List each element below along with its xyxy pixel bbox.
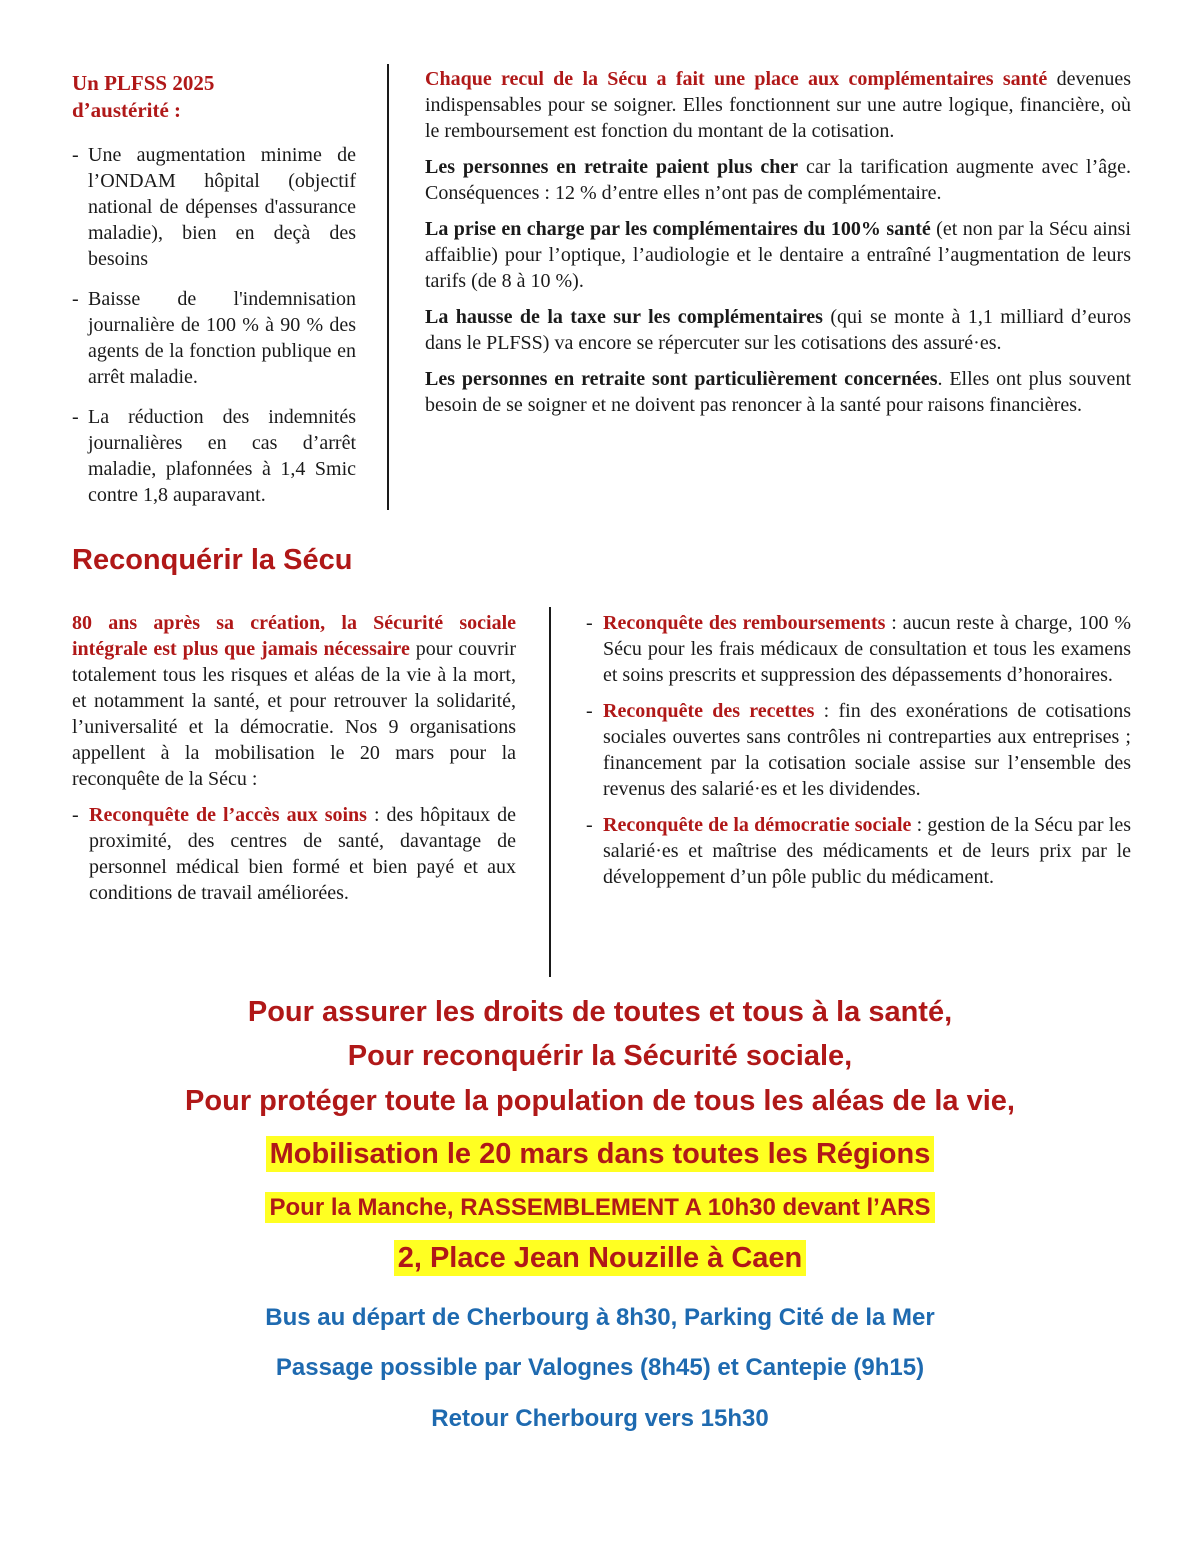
austerity-heading: Un PLFSS 2025 d’austérité : [72,71,215,122]
paragraph: Les personnes en retraite paient plus cher car la tarification augmente avec l’âge. Conséquences : 12 % d’entre elles n’ont pas de complémentaire. [425,156,1131,204]
cta-line-secu: Pour reconquérir la Sécurité sociale, [347,1040,853,1072]
retour-info: Retour Cherbourg vers 15h30 [431,1405,769,1432]
austerity-item: - Une augmentation minime de l’ONDAM hôpital (objectif national de dépenses d'assurance maladie), bien en deçà des besoins [72,144,356,270]
dash-bullet: - [72,144,79,166]
paragraph: Les personnes en retraite sont particulièrement concernées. Elles ont plus souvent besoin de se soigner et ne doivent pas renoncer à la santé pour raisons financières. [425,368,1131,416]
reconquest-intro-column [72,610,516,916]
reconquest-item: - Reconquête des remboursements : aucun reste à charge, 100 % Sécu pour les frais médicaux de consultation et tous les examens et soins prescrits et suppression des dépassements d’honoraires. [586,612,1132,686]
paragraph: La prise en charge par les complémentaires du 100% santé (et non par la Sécu ainsi affaiblie) pour l’optique, l’audiologie et le dentaire a entraîné l’augmentation de leurs tarifs (de 8 à 10 %). [425,218,1131,292]
column-divider [549,607,551,977]
reconquest-item: - Reconquête de l’accès aux soins : des hôpitaux de proximité, des centres de santé, davantage de personnel médical bien formé et bien payé et aux conditions de travail améliorées. [72,804,516,904]
austerity-item: - Baisse de l'indemnisation journalière de 100 % à 90 % des agents de la fonction publique en arrêt maladie. [72,288,356,388]
passage-info: Passage possible par Valognes (8h45) et Cantepie (9h15) [275,1354,925,1381]
dash-bullet: - [586,814,593,836]
bus-info: Bus au départ de Cherbourg à 8h30, Parking Cité de la Mer [265,1304,935,1331]
address-text: 2, Place Jean Nouzille à Caen [394,1240,807,1276]
address-banner [0,1242,1200,1275]
dash-bullet: - [72,288,79,310]
austerity-column [72,70,356,522]
complementaires-column [425,66,1131,428]
paragraph: Chaque recul de la Sécu a fait une place aux complémentaires santé devenues indispensables pour se soigner. Elles fonctionnent sur une autre logique, financière, où le remboursement est fonction du montant de la cotisation. [425,68,1131,142]
dash-bullet: - [586,700,593,722]
mobilisation-text: Mobilisation le 20 mars dans toutes les Régions [266,1136,935,1172]
paragraph: La hausse de la taxe sur les complémentaires (qui se monte à 1,1 milliard d’euros dans le PLFSS) va encore se répercuter sur les cotisations des assuré·es. [425,306,1131,354]
manche-banner [0,1194,1200,1222]
intro-paragraph: 80 ans après sa création, la Sécurité sociale intégrale est plus que jamais nécessaire pour couvrir totalement tous les risques et aléas de la vie à la mort, et notamment la santé, et pour retrouver la solidarité, l’universalité et la démocratie. Nos 9 organisations appellent à la mobilisation le 20 mars pour la reconquête de la Sécu : [72,612,516,790]
reconquest-item: - Reconquête des recettes : fin des exonérations de cotisations sociales ouvertes sans contrôles ni contreparties aux entreprises ; financement par la cotisation sociale assise sur l’ensemble des revenus des salarié·es et les dividendes. [586,700,1131,800]
section-title: Reconquérir la Sécu [72,544,353,576]
cta-line-population: Pour protéger toute la population de tous les aléas de la vie, [185,1085,1015,1117]
dash-bullet: - [72,804,79,826]
mobilisation-banner [0,1138,1200,1171]
dash-bullet: - [72,406,79,428]
austerity-item: - La réduction des indemnités journalières en cas d’arrêt maladie, plafonnées à 1,4 Smic contre 1,8 auparavant. [72,406,356,506]
reconquest-item: - Reconquête de la démocratie sociale : gestion de la Sécu par les salarié·es et maîtrise des médicaments et de leurs prix par le développement d’un pôle public du médicament. [586,814,1131,888]
manche-text: Pour la Manche, RASSEMBLEMENT A 10h30 devant l’ARS [265,1192,934,1223]
reconquest-items-column [586,610,1131,900]
cta-line-health: Pour assurer les droits de toutes et tous à la santé, [247,996,953,1028]
column-divider [387,64,389,510]
dash-bullet: - [586,612,593,634]
